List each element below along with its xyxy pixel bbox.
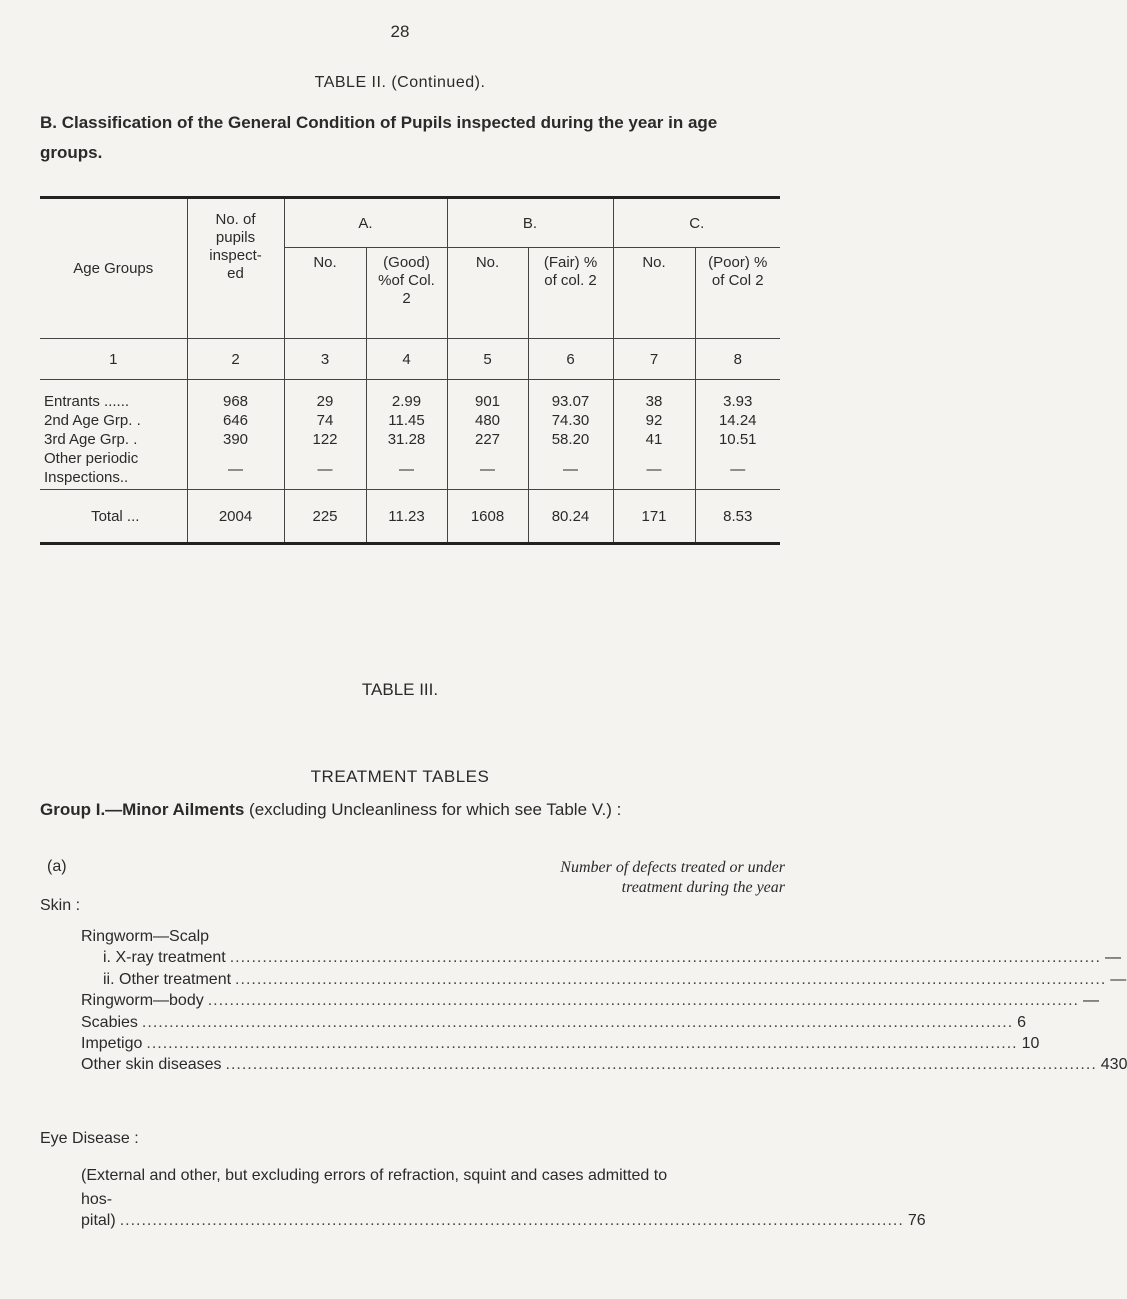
entry-label: Other skin diseases <box>81 1056 222 1074</box>
table-row <box>40 449 780 490</box>
table-cell: 41 <box>613 430 695 449</box>
list-item <box>40 1033 1040 1054</box>
table-cell: — <box>187 449 284 490</box>
table-cell: — <box>447 449 528 490</box>
entry-label: Scabies <box>81 1013 138 1031</box>
header-c-no: No. <box>613 248 695 339</box>
table-cell: 14.24 <box>695 411 780 430</box>
header-no-pupils: No. of pupils inspect- ed <box>187 199 284 339</box>
table-cell: 390 <box>187 430 284 449</box>
header-group-b: B. <box>447 199 613 248</box>
group-title <box>40 800 790 820</box>
list-item <box>40 926 730 947</box>
column-number: 7 <box>613 339 695 380</box>
header-group-c: C. <box>613 199 780 248</box>
row-label: 3rd Age Grp. . <box>44 431 138 448</box>
table-cell: — <box>695 449 780 490</box>
dot-leader: ................................................................................................................................................................ <box>141 1013 1014 1031</box>
eye-disease-last-line: pital) <box>81 1212 116 1229</box>
entry-label: ii. Other treatment <box>103 970 232 988</box>
table-cell: 80.24 <box>528 490 613 544</box>
dot-leader: ................................................................................................................................................................ <box>207 992 1079 1010</box>
column-number: 3 <box>284 339 366 380</box>
table-cell: 968 <box>187 380 284 412</box>
entry-value: 430 <box>1100 1056 1127 1074</box>
table-cell: 74 <box>284 411 366 430</box>
table-cell: 38 <box>613 380 695 412</box>
table-cell: 171 <box>613 490 695 544</box>
entry-value: — <box>1110 970 1127 988</box>
skin-label: Skin : <box>40 897 81 914</box>
table-cell: — <box>284 449 366 490</box>
header-a-no: No. <box>284 248 366 339</box>
entry-value: 10 <box>1021 1034 1040 1052</box>
list-item <box>40 990 1099 1011</box>
header-a-pct: (Good) %of Col. 2 <box>366 248 447 339</box>
dot-leader: ................................................................................................................................................................ <box>229 949 1101 967</box>
column-heading: Number of defects treated or under treatment during the year <box>560 859 785 896</box>
header-c-pct: (Poor) % of Col 2 <box>695 248 780 339</box>
row-label: Entrants ...... <box>44 393 130 410</box>
section-title: B. Classification of the General Condition of Pupils inspected during the year in age groups. <box>40 113 718 162</box>
column-number: 2 <box>187 339 284 380</box>
entry-value: — <box>1104 949 1121 967</box>
table-cell: 646 <box>187 411 284 430</box>
table-cell: 1608 <box>447 490 528 544</box>
table-row <box>40 380 780 412</box>
table-cell: — <box>528 449 613 490</box>
entry-label: Impetigo <box>81 1034 143 1052</box>
eye-disease-value: 76 <box>907 1212 926 1229</box>
entry-label: i. X-ray treatment <box>103 949 226 967</box>
table-cell: 8.53 <box>695 490 780 544</box>
header-b-pct: (Fair) % of col. 2 <box>528 248 613 339</box>
dot-leader: ................................................................................................................................................................ <box>235 970 1107 988</box>
eye-disease-entry <box>81 1212 926 1230</box>
table-cell: 10.51 <box>695 430 780 449</box>
entry-label: Ringworm—body <box>81 992 204 1010</box>
dot-leader: ................................................................................................................................................................ <box>225 1056 1097 1074</box>
table-cell: 2.99 <box>366 380 447 412</box>
table-cell: — <box>613 449 695 490</box>
list-item <box>40 1012 1027 1033</box>
table-cell: 31.28 <box>366 430 447 449</box>
subsection-a-label: (a) <box>47 858 67 875</box>
row-label: Other periodic Inspections.. <box>44 450 139 486</box>
classification-table <box>40 196 780 545</box>
header-b-no: No. <box>447 248 528 339</box>
table-cell: — <box>366 449 447 490</box>
table-cell: 11.23 <box>366 490 447 544</box>
table-cell: 2004 <box>187 490 284 544</box>
eye-disease-text: (External and other, but excluding errors of refraction, squint and cases admitted to hos- <box>81 1167 668 1208</box>
dot-leader: ................................................................................................................................................................ <box>146 1034 1018 1052</box>
table-cell: 74.30 <box>528 411 613 430</box>
table-cell: 29 <box>284 380 366 412</box>
list-item <box>40 969 1127 990</box>
dot-leader: ................................................................................................................................................ <box>119 1212 904 1229</box>
entry-value: 6 <box>1017 1013 1027 1031</box>
table-row <box>40 430 780 449</box>
column-number: 5 <box>447 339 528 380</box>
eye-disease-label: Eye Disease : <box>40 1130 139 1147</box>
table-row <box>40 411 780 430</box>
entry-label: Ringworm—Scalp <box>81 928 210 945</box>
table-cell: 122 <box>284 430 366 449</box>
header-age-groups: Age Groups <box>73 259 154 277</box>
table-cell: 58.20 <box>528 430 613 449</box>
row-label: Total ... <box>40 490 187 544</box>
group-title-rest: (excluding Uncleanliness for which see Table V.) : <box>244 800 622 819</box>
table-cell: 480 <box>447 411 528 430</box>
column-number: 8 <box>695 339 780 380</box>
list-item <box>40 947 1121 968</box>
table-caption: TABLE II. (Continued). <box>314 74 486 91</box>
table-cell: 227 <box>447 430 528 449</box>
table-cell: 93.07 <box>528 380 613 412</box>
treatment-tables-title: TREATMENT TABLES <box>310 767 490 786</box>
column-number: 6 <box>528 339 613 380</box>
page-number: 28 <box>390 22 410 41</box>
group-title-bold: Group I.—Minor Ailments <box>40 800 245 819</box>
table-total-row <box>40 490 780 544</box>
table3-title: TABLE III. <box>361 680 439 699</box>
column-number: 1 <box>40 339 187 380</box>
header-group-a: A. <box>284 199 447 248</box>
row-label: 2nd Age Grp. . <box>44 412 141 429</box>
table-cell: 11.45 <box>366 411 447 430</box>
table-cell: 225 <box>284 490 366 544</box>
skin-entries <box>40 926 1127 1076</box>
table-cell: 92 <box>613 411 695 430</box>
entry-value: — <box>1082 992 1099 1010</box>
table-cell: 3.93 <box>695 380 780 412</box>
column-number: 4 <box>366 339 447 380</box>
table-cell: 901 <box>447 380 528 412</box>
list-item <box>40 1054 1127 1075</box>
